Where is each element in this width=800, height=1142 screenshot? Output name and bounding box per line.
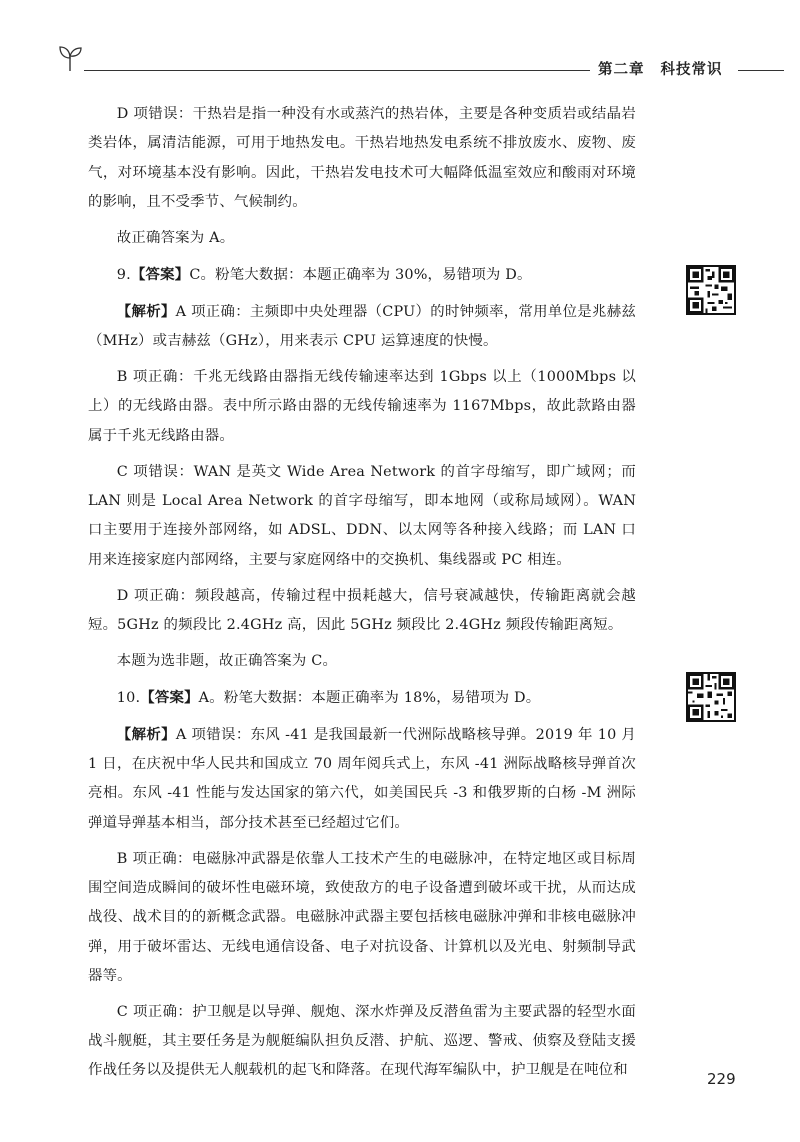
question-number: 10. [116, 689, 141, 706]
question-10-answer [88, 683, 636, 713]
analysis-tag: 【解析】 [116, 725, 176, 743]
paragraph: C 项正确：护卫舰是以导弹、舰炮、深水炸弹及反潜鱼雷为主要武器的轻型水面战斗舰艇，其主要任务是为舰艇编队担负反潜、护航、巡逻、警戒、侦察及登陆支援作战任务以及提供无人舰载机的起飞和降落。在现代海军编队中，护卫舰是在吨位和 [88, 1003, 636, 1079]
answer-text: C。粉笔大数据：本题正确率为 30%，易错项为 D。 [189, 266, 532, 283]
analysis-text: A 项错误：东风 -41 是我国最新一代洲际战略核导弹。2019 年 10 月 1 日，在庆祝中华人民共和国成立 70 周年阅兵式上，东风 -41 洲际战略核导弹首次亮相。东风 -41 性能与发达国家的第六代，如美国民兵 -3 和俄罗斯的白杨 -M 洲际弹道导弹基本相当，部分技术甚至已经超过它们。 [88, 726, 636, 831]
question-9-answer [88, 260, 636, 290]
page-number: 229 [707, 1070, 736, 1088]
qr-pattern [688, 267, 734, 313]
paragraph: C 项错误：WAN 是英文 Wide Area Network 的首字母缩写，即广域网；而 LAN 则是 Local Area Network 的首字母缩写，即本地网（或称局域网）。WAN 口主要用于连接外部网络，如 ADSL、DDN、以太网等各种接入线路；而 LAN 口用来连接家庭内部网络，主要与家庭网络中的交换机、集线器或 PC 相连。 [88, 463, 636, 568]
answer-tag: 【答案】 [130, 265, 190, 283]
header-rule [84, 70, 590, 71]
analysis-text: A 项正确：主频即中央处理器（CPU）的时钟频率，常用单位是兆赫兹（MHz）或吉赫兹（GHz），用来表示 CPU 运算速度的快慢。 [88, 303, 636, 350]
paragraph: D 项正确：频段越高，传输过程中损耗越大，信号衰减越快，传输距离就会越短。5GHz 的频段比 2.4GHz 高，因此 5GHz 频段比 2.4GHz 频段传输距离短。 [88, 587, 636, 633]
paragraph: 本题为选非题，故正确答案为 C。 [116, 652, 338, 669]
qr-code-icon[interactable] [686, 265, 736, 315]
sprout-icon [58, 44, 82, 72]
paragraph: 故正确答案为 A。 [116, 229, 235, 246]
answer-text: A。粉笔大数据：本题正确率为 18%，易错项为 D。 [198, 689, 541, 706]
analysis-tag: 【解析】 [116, 302, 176, 320]
chapter-label: 第二章 [598, 62, 645, 78]
paragraph [88, 297, 636, 357]
paragraph: B 项正确：电磁脉冲武器是依靠人工技术产生的电磁脉冲，在特定地区或目标周围空间造成瞬间的破坏性电磁环境，致使敌方的电子设备遭到破坏或干扰，从而达成战役、战术目的的新概念武器。电磁脉冲武器主要包括核电磁脉冲弹和非核电磁脉冲弹，用于破坏雷达、无线电通信设备、电子对抗设备、计算机以及光电、射频制导武器等。 [88, 850, 636, 984]
page-body [88, 100, 636, 1092]
paragraph: B 项正确：千兆无线路由器指无线传输速率达到 1Gbps 以上（1000Mbps 以上）的无线路由器。表中所示路由器的无线传输速率为 1167Mbps，故此款路由器属于千兆无线路由器。 [88, 369, 636, 444]
page-header [0, 0, 800, 90]
qr-code-icon[interactable] [686, 672, 736, 722]
header-rule-end [738, 70, 784, 71]
section-label: 科技常识 [660, 62, 723, 78]
qr-pattern [688, 674, 734, 720]
question-number: 9. [116, 266, 131, 283]
running-head [598, 58, 723, 79]
answer-tag: 【答案】 [140, 688, 199, 706]
paragraph: D 项错误：干热岩是指一种没有水或蒸汽的热岩体，主要是各种变质岩或结晶岩类岩体，属清洁能源，可用于地热发电。干热岩地热发电系统不排放废水、废物、废气，对环境基本没有影响。因此，干热岩发电技术可大幅降低温室效应和酸雨对环境的影响，且不受季节、气候制约。 [88, 106, 636, 210]
paragraph [88, 720, 636, 838]
